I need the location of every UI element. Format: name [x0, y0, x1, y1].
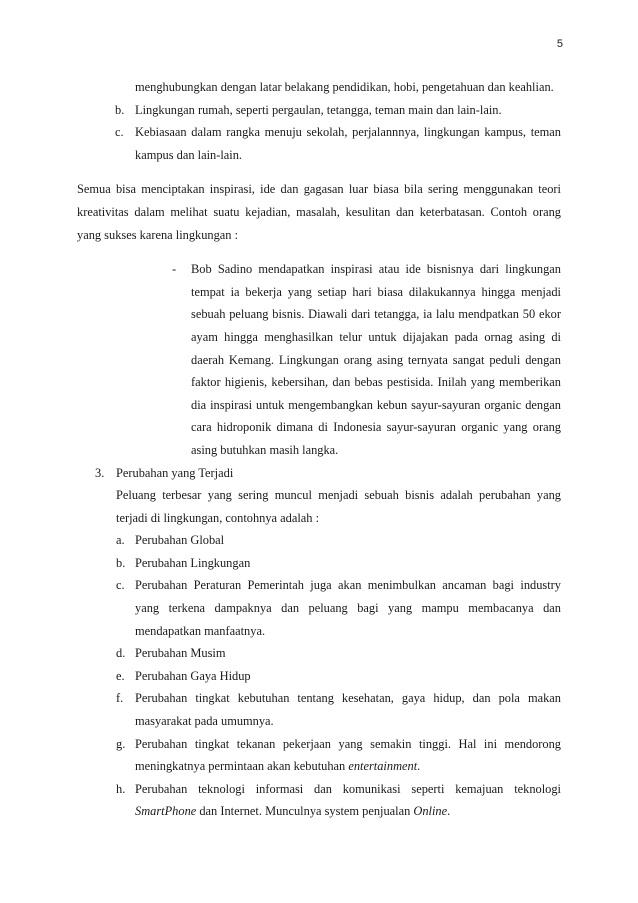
list-item-d	[116, 642, 561, 665]
list-item-text: Perubahan Lingkungan	[135, 555, 251, 570]
section-heading-row	[77, 462, 561, 485]
list-item-c	[115, 121, 561, 166]
list-marker: d.	[116, 646, 126, 661]
section-number: 3.	[95, 465, 105, 480]
list-marker: e.	[116, 668, 125, 683]
list-marker: a.	[116, 533, 125, 548]
list-marker: f.	[116, 691, 124, 706]
italic-term: entertainment	[348, 759, 418, 774]
list-item-text: Perubahan Gaya Hidup	[135, 668, 251, 683]
list-item-text-end: .	[417, 759, 421, 774]
body-paragraph: Semua bisa menciptakan inspirasi, ide dan gagasan luar biasa bila sering menggunakan teori kreativitas dalam melihat suatu kejadian, masalah, kesulitan dan keterbatasan. Contoh orang yang sukses karena lingkungan :	[77, 182, 561, 242]
list-item-text-end: .	[447, 804, 451, 819]
list-item-e	[116, 665, 561, 688]
list-item-continuation: menghubungkan dengan latar belakang pendidikan, hobi, pengetahuan dan keahlian.	[135, 80, 554, 94]
list-item-text: Perubahan teknologi informasi dan komunikasi seperti kemajuan teknologi	[135, 781, 561, 796]
list-item-text: Perubahan Musim	[135, 646, 226, 661]
list-marker: g.	[116, 736, 126, 751]
list-marker: c.	[115, 125, 124, 140]
section-heading: Perubahan yang Terjadi	[116, 465, 234, 480]
example-text: Bob Sadino mendapatkan inspirasi atau ide bisnisnya dari lingkungan tempat ia bekerja yang setiap hari biasa dilakukannya hingga menjadi sebuah peluang bisnis. Diawali dari tetangga, ia lalu mendpatkan 50 ekor ayam hingga menghasilkan telur untuk dijajakan pada ornag asing di daerah Kemang. Lingkungan orang asing ternyata sangat peduli dengan faktor higienis, kebersihan, dan bebas pestisida. Inilah yang memberikan dia inspirasi untuk mengembangkan kebun sayur-sayuran organic dengan cara hidroponik dimana di Indonesia sayur-sayuran organic yang orang asing butuhkan masih langka.	[191, 262, 561, 457]
page-number: 5	[556, 38, 563, 50]
list-item-text: Lingkungan rumah, seperti pergaulan, tetangga, teman main dan lain-lain.	[135, 102, 502, 117]
list-marker: c.	[116, 578, 125, 593]
list-item-text-middle: dan Internet. Munculnya system penjualan	[196, 804, 414, 819]
italic-term: SmartPhone	[135, 804, 197, 819]
list-item-b	[116, 552, 561, 575]
example-item	[172, 258, 561, 461]
list-item-text: Kebiasaan dalam rangka menuju sekolah, perjalannnya, lingkungan kampus, teman kampus dan lain-lain.	[135, 125, 561, 162]
section-intro: Peluang terbesar yang sering muncul menjadi sebuah bisnis adalah perubahan yang terjadi di lingkungan, contohnya adalah :	[116, 488, 561, 525]
list-item-f	[116, 687, 561, 732]
list-item-g	[116, 733, 561, 778]
list-item-text: Perubahan tingkat kebutuhan tentang kesehatan, gaya hidup, dan pola makan masyarakat pada umumnya.	[135, 691, 561, 729]
changes-list	[116, 529, 561, 823]
list-item-text: Perubahan tingkat tekanan pekerjaan yang semakin tinggi. Hal ini mendorong meningkatnya permintaan akan kebutuhan	[135, 736, 561, 774]
list-item-a	[116, 529, 561, 552]
list-marker: h.	[116, 781, 126, 796]
section-3	[77, 462, 561, 824]
dash-marker: -	[172, 262, 177, 277]
page-content	[77, 76, 561, 823]
list-item-text: Perubahan Peraturan Pemerintah juga akan menimbulkan ancaman bagi industry yang terkena dampaknya dan peluang bagi yang mampu membacanya dan mendapatkan manfaatnya.	[135, 578, 561, 638]
list-item-h	[116, 778, 561, 823]
list-item-b	[115, 99, 561, 122]
italic-term: Online	[413, 804, 448, 819]
list-item-c	[116, 574, 561, 642]
list-marker: b.	[116, 555, 126, 570]
intro-list	[77, 76, 561, 166]
list-marker: b.	[115, 102, 125, 117]
list-item-text: Perubahan Global	[135, 533, 225, 548]
